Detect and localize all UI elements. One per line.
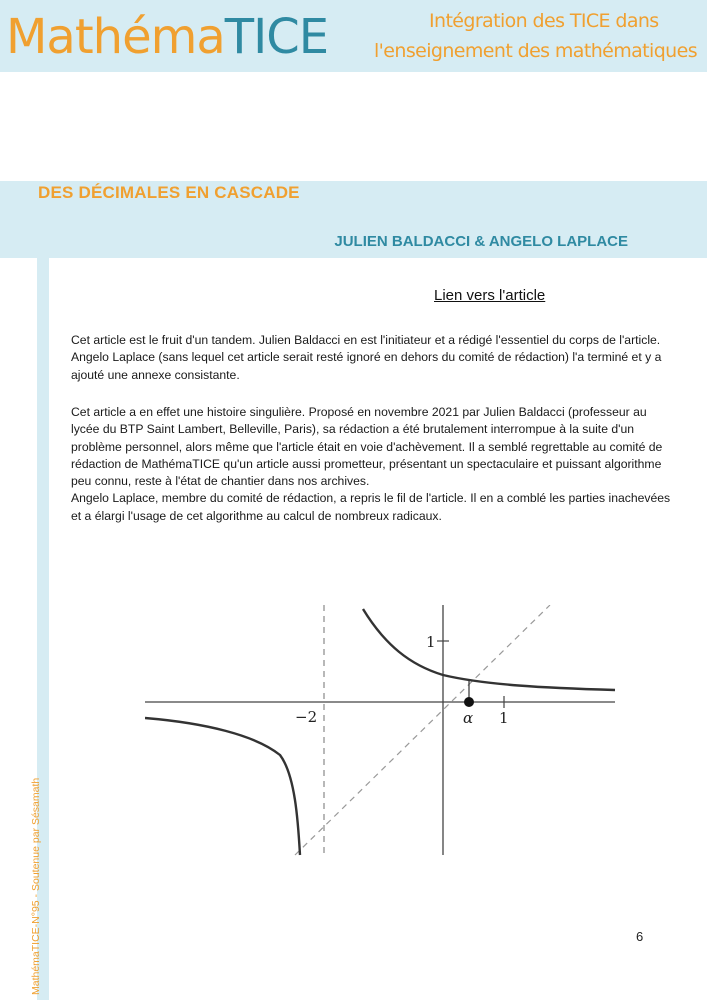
article-authors: JULIEN BALDACCI & ANGELO LAPLACE <box>334 233 628 250</box>
identity-line <box>295 605 550 855</box>
function-graph <box>145 605 620 860</box>
label-alpha: α <box>463 709 474 727</box>
curve-right-branch <box>363 609 615 690</box>
curve-left-branch <box>145 718 300 855</box>
brand-logo: MathémaTICE <box>6 9 329 65</box>
label-y-one: 1 <box>426 633 436 651</box>
label-x-one: 1 <box>499 709 509 727</box>
side-footer-text: MathémaTICE-N°95 - Soutenue par Sésamath <box>30 777 42 995</box>
article-link[interactable]: Lien vers l'article <box>434 287 546 304</box>
article-title: DES DÉCIMALES EN CASCADE <box>38 183 300 202</box>
label-minus-two: −2 <box>295 708 318 726</box>
alpha-point <box>464 697 474 707</box>
paragraph-history: Cet article a en effet une histoire singulière. Proposé en novembre 2021 par Julien Baldacci (professeur au lycée du BTP Saint Lambert, Belleville, Paris), sa rédaction a été brutalement interrompue à la suite d'un problème personnel, alors même que l'article était en voie d'achèvement. Il a semblé regrettable au comité de rédaction de MathémaTICE qu'un article aussi prometteur, présentant un spectaculaire et puissant algorithme peu connu, reste à l'état de chantier dans nos archives. Angelo Laplace, membre du comité de rédaction, a repris le fil de l'article. Il en a comblé les parties inachevées et a élargi l'usage de cet algorithme au calcul de nombreux radicaux. <box>71 405 671 523</box>
header-tagline: Intégration des TICE dans l'enseignement des mathématiques <box>373 10 697 62</box>
paragraph-intro: Cet article est le fruit d'un tandem. Julien Baldacci en est l'initiateur et a rédigé l'essentiel du corps de l'article. Angelo Laplace (sans lequel cet article serait resté ignoré en dehors du comité de rédaction) l'a terminé et y a ajouté une annexe consistante. <box>71 333 662 382</box>
page-number: 6 <box>636 929 644 944</box>
